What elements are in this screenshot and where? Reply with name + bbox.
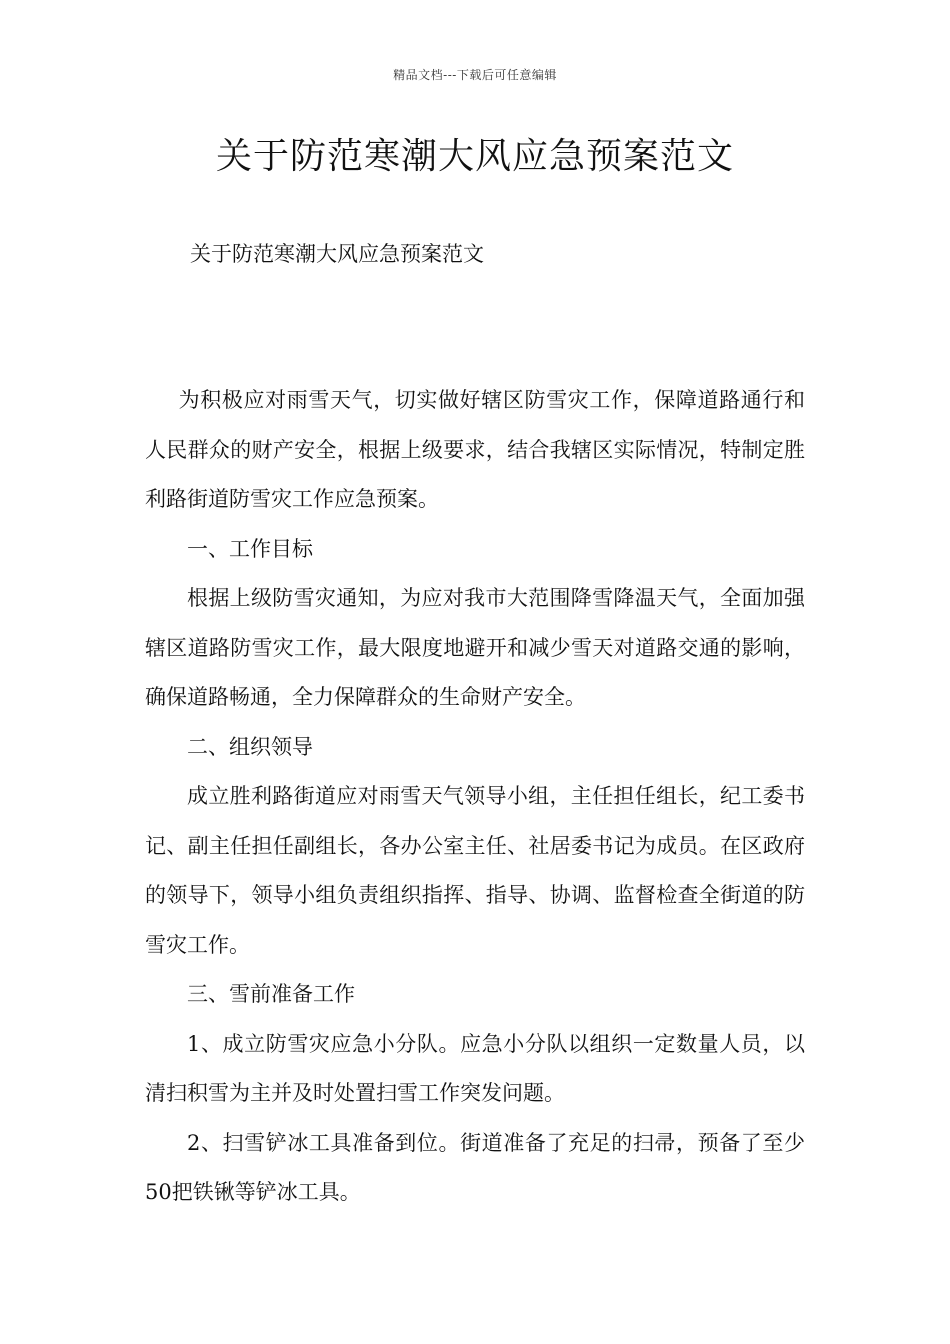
- goals-paragraph: 根据上级防雪灾通知，为应对我市大范围降雪降温天气，全面加强辖区道路防雪灾工作，最大限度地避开和减少雪天对道路交通的影响，确保道路畅通，全力保障群众的生命财产安全。: [145, 586, 805, 709]
- leadership-paragraph: 成立胜利路街道应对雨雪天气领导小组，主任担任组长，纪工委书记、副主任担任副组长，各办公室主任、社居委书记为成员。在区政府的领导下，领导小组负责组织指挥、指导、协调、监督检查全街道的防雪灾工作。: [145, 784, 805, 957]
- preparation-item-2: 2、扫雪铲冰工具准备到位。街道准备了充足的扫帚，预备了至少50把铁锹等铲冰工具。: [145, 1130, 805, 1204]
- intro-paragraph: 为积极应对雨雪天气，切实做好辖区防雪灾工作，保障道路通行和人民群众的财产安全，根据上级要求，结合我辖区实际情况，特制定胜利路街道防雪灾工作应急预案。: [145, 388, 805, 511]
- document-title: 关于防范寒潮大风应急预案范文: [215, 136, 734, 177]
- document-subtitle: 关于防范寒潮大风应急预案范文: [190, 242, 484, 266]
- preparation-item-1: 1、成立防雪灾应急小分队。应急小分队以组织一定数量人员，以清扫积雪为主并及时处置扫雪工作突发问题。: [145, 1031, 805, 1105]
- section-heading-goals: 一、工作目标: [187, 536, 313, 561]
- header-note: 精品文档---下载后可任意编辑: [393, 68, 557, 82]
- section-heading-preparation: 三、雪前准备工作: [187, 982, 355, 1006]
- section-heading-leadership: 二、组织领导: [187, 734, 313, 759]
- document-body: [145, 376, 805, 1218]
